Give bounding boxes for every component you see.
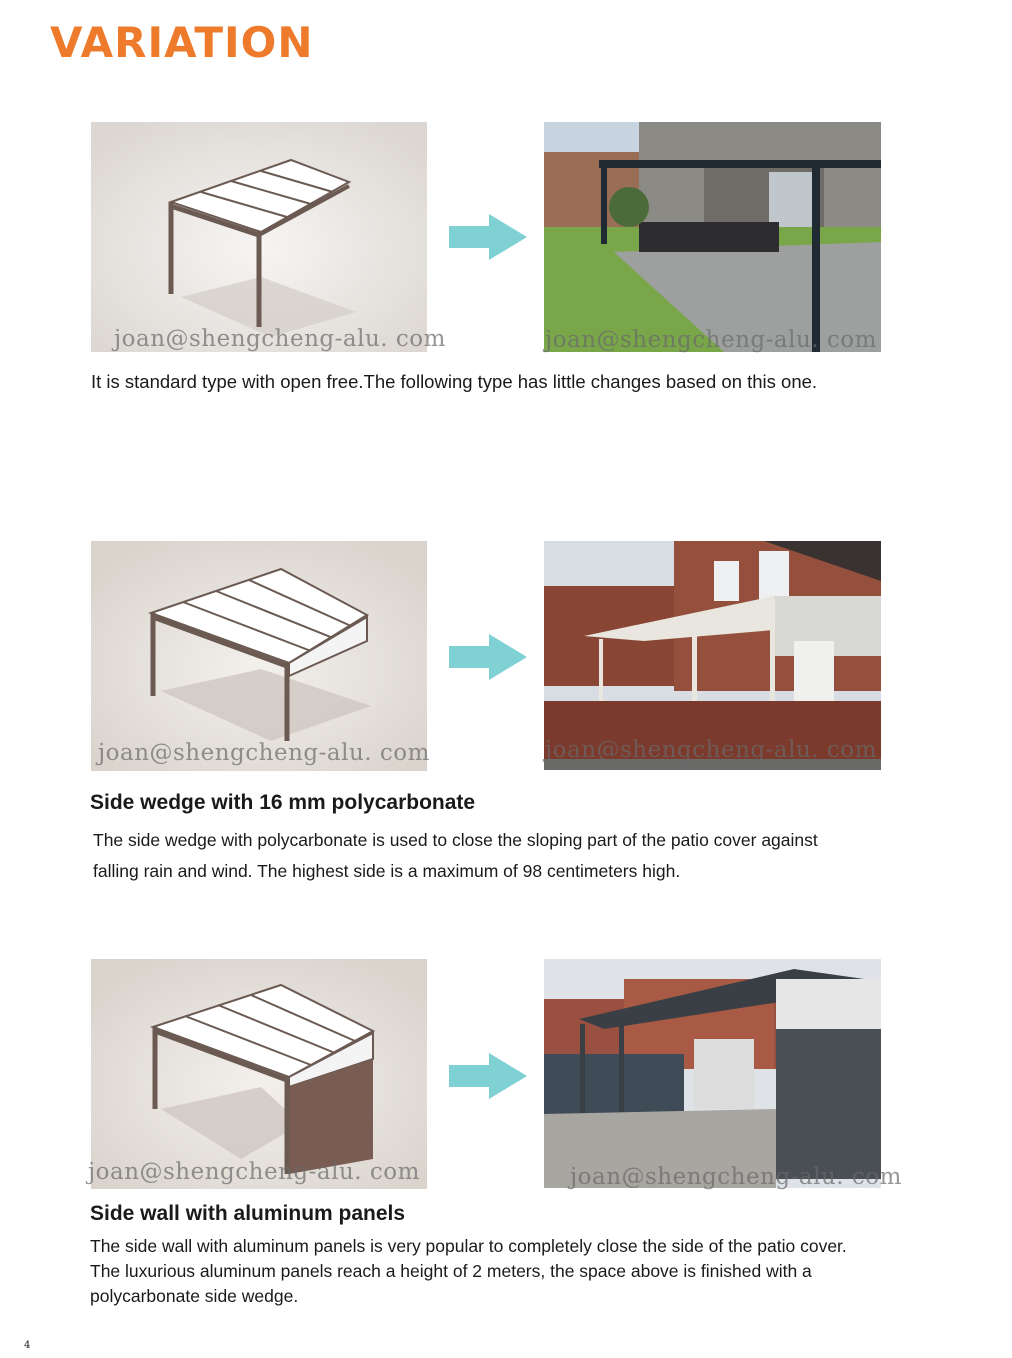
side-wall-description bbox=[90, 1234, 847, 1309]
standard-veranda-sketch bbox=[91, 122, 427, 352]
standard-type-caption: It is standard type with open free.The following type has little changes based on this one. bbox=[91, 371, 818, 392]
page-number: 4 bbox=[24, 1340, 31, 1351]
watermark: joan@shengcheng-alu. com bbox=[570, 1164, 902, 1190]
watermark: joan@shengcheng-alu. com bbox=[545, 737, 877, 763]
arrow-right-icon bbox=[449, 1053, 529, 1099]
side-wedge-heading: Side wedge with 16 mm polycarbonate bbox=[90, 791, 476, 814]
side-wedge-description bbox=[93, 825, 818, 887]
arrow-right-icon bbox=[449, 634, 529, 680]
watermark: joan@shengcheng-alu. com bbox=[545, 327, 877, 353]
side-wall-photo bbox=[544, 959, 881, 1188]
side-wall-heading: Side wall with aluminum panels bbox=[90, 1202, 406, 1225]
text-line: polycarbonate side wedge. bbox=[90, 1286, 299, 1306]
text-line: The side wedge with polycarbonate is used to close the sloping part of the patio cover against bbox=[93, 830, 818, 850]
arrow-right-icon bbox=[449, 214, 529, 260]
watermark: joan@shengcheng-alu. com bbox=[114, 326, 446, 352]
text-line: The side wall with aluminum panels is very popular to completely close the side of the patio cover. bbox=[90, 1236, 847, 1256]
standard-veranda-photo bbox=[544, 122, 881, 352]
side-wedge-photo bbox=[544, 541, 881, 770]
side-wedge-sketch bbox=[91, 541, 427, 771]
watermark: joan@shengcheng-alu. com bbox=[88, 1159, 420, 1185]
side-wall-sketch bbox=[91, 959, 427, 1189]
watermark: joan@shengcheng-alu. com bbox=[98, 740, 430, 766]
page-title: VARIATION bbox=[50, 18, 314, 67]
text-line: falling rain and wind. The highest side is a maximum of 98 centimeters high. bbox=[93, 861, 681, 881]
text-line: The luxurious aluminum panels reach a height of 2 meters, the space above is finished with a bbox=[90, 1261, 812, 1281]
